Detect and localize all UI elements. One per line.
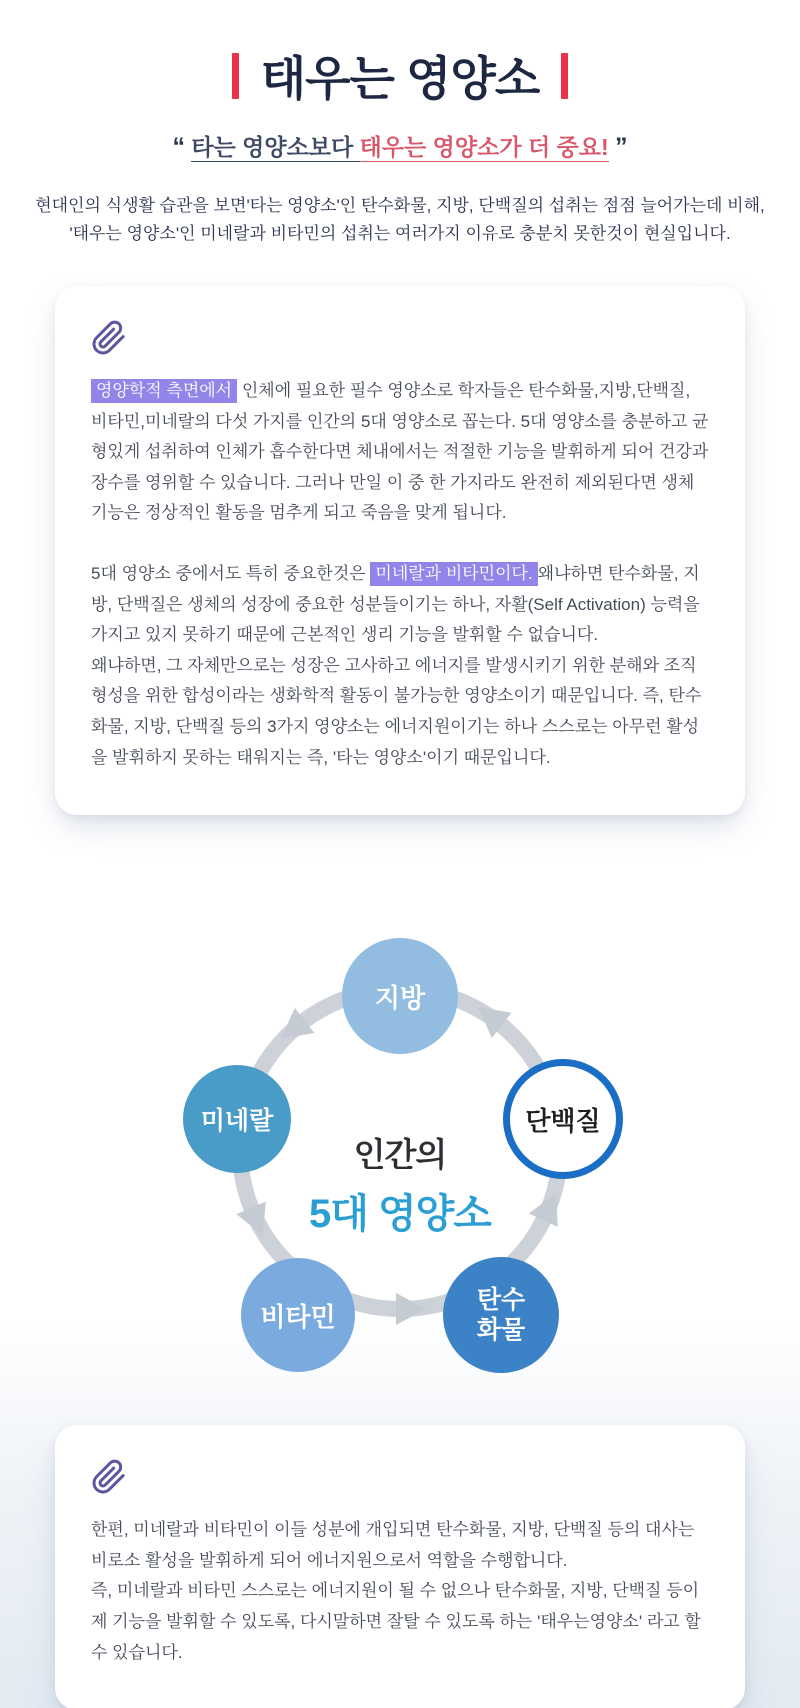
diagram-center-line2: 5대 영양소 bbox=[309, 1192, 491, 1237]
subtitle-dark-text: 타는 영양소보다 bbox=[191, 134, 360, 160]
diagram-center-line1: 인간의 bbox=[353, 1136, 447, 1174]
node-mineral: 미네랄 bbox=[183, 1065, 291, 1173]
card1-paragraph-1-text: 인체에 필요한 필수 영양소로 학자들은 탄수화물,지방,단백질, 비타민,미네랄의 다섯 가지를 인간의 5대 영양소로 꼽는다. 5대 영양소를 충분하고 균형있게 섭취하여 인체가 흡수한다면 체내에서는 적절한 기능을 발휘하게 되어 건강과 장수를 영위할 수 있습니다. 그러나 만일 이 중 한 가지라도 완전히 제외된다면 생체 기능은 정상적인 활동을 멈추게 되고 죽음을 맞게 됩니다. bbox=[91, 381, 709, 523]
subtitle-red-text: 태우는 영양소가 더 중요! bbox=[359, 134, 609, 160]
card1-paragraph-2-line2: 왜냐하면, 그 자체만으로는 성장은 고사하고 에너지를 발생시키기 위한 분해와 조직형성을 위한 합성이라는 생화학적 활동이 불가능한 영양소이기 때문입니다. 즉, 탄수화물, 지방, 단백질 등의 3가지 영양소는 에너지원이기는 하나 스스로는 아무런 활성을 발휘하지 못하는 태워지는 즉, '타는 영양소'이기 때문입니다. bbox=[91, 655, 702, 767]
node-vitamin: 비타민 bbox=[241, 1258, 355, 1372]
diagram-center-label bbox=[140, 1129, 660, 1239]
close-quote: ” bbox=[615, 133, 628, 161]
node-protein: 단백질 bbox=[503, 1059, 623, 1179]
node-carbohydrate-line1: 탄수 bbox=[476, 1286, 526, 1315]
card1-paragraph-2-text: 왜냐하면 탄수화물, 지방, 단백질은 생체의 성장에 중요한 성분들이기는 하나, 자활(Self Activation) 능력을 가지고 있지 못하기 때문에 근본적인 생리 기능을 발휘할 수 없습니다. bbox=[91, 564, 700, 645]
node-carbohydrate bbox=[443, 1257, 559, 1373]
title-accent-bar-right bbox=[561, 53, 568, 99]
intro-line-1: 현대인의 식생활 습관을 보면'타는 영양소'인 탄수화물, 지방, 단백질의 섭취는 점점 늘어가는데 비해, bbox=[35, 196, 765, 215]
page-title: 태우는 영양소 bbox=[260, 52, 540, 105]
info-card-summary bbox=[55, 1425, 745, 1708]
paperclip-icon bbox=[91, 320, 127, 356]
title-row bbox=[0, 42, 800, 109]
intro-line-2: '태우는 영양소'인 미네랄과 비타민의 섭취는 여러가지 이유로 충분치 못한것이 현실입니다. bbox=[69, 224, 731, 244]
paperclip-icon bbox=[91, 1459, 127, 1495]
highlight-mineral-vitamin: 미네랄과 비타민이다. bbox=[370, 562, 537, 586]
node-carbohydrate-line2: 화물 bbox=[476, 1316, 526, 1345]
card1-paragraph-2 bbox=[91, 559, 709, 773]
card1-paragraph-2-lead: 5대 영양소 중에서도 특히 중요한것은 bbox=[91, 564, 371, 584]
node-fat: 지방 bbox=[342, 938, 458, 1054]
five-nutrients-cycle-diagram bbox=[140, 881, 660, 1401]
open-quote: “ bbox=[172, 133, 185, 161]
card2-line-2: 즉, 미네랄과 비타민 스스로는 에너지원이 될 수 없으나 탄수화물, 지방, 단백질 등이 제 기능을 발휘할 수 있도록, 다시말하면 잘탈 수 있도록 하는 '태우는영양소' 라고 할 수 있습니다. bbox=[91, 1581, 701, 1662]
info-card-nutrition bbox=[55, 286, 745, 815]
card1-paragraph-1 bbox=[91, 376, 709, 529]
card2-line-1: 한편, 미네랄과 비타민이 이들 성분에 개입되면 탄수화물, 지방, 단백질 등의 대사는 비로소 활성을 발휘하게 되어 에너지원으로서 역할을 수행합니다. bbox=[91, 1520, 695, 1570]
intro-paragraph bbox=[0, 192, 800, 248]
title-accent-bar-left bbox=[232, 53, 239, 99]
highlight-nutritional-aspect: 영양학적 측면에서 bbox=[91, 379, 237, 403]
header bbox=[0, 0, 800, 248]
subtitle-quote bbox=[0, 129, 800, 162]
card2-paragraph bbox=[91, 1515, 709, 1668]
